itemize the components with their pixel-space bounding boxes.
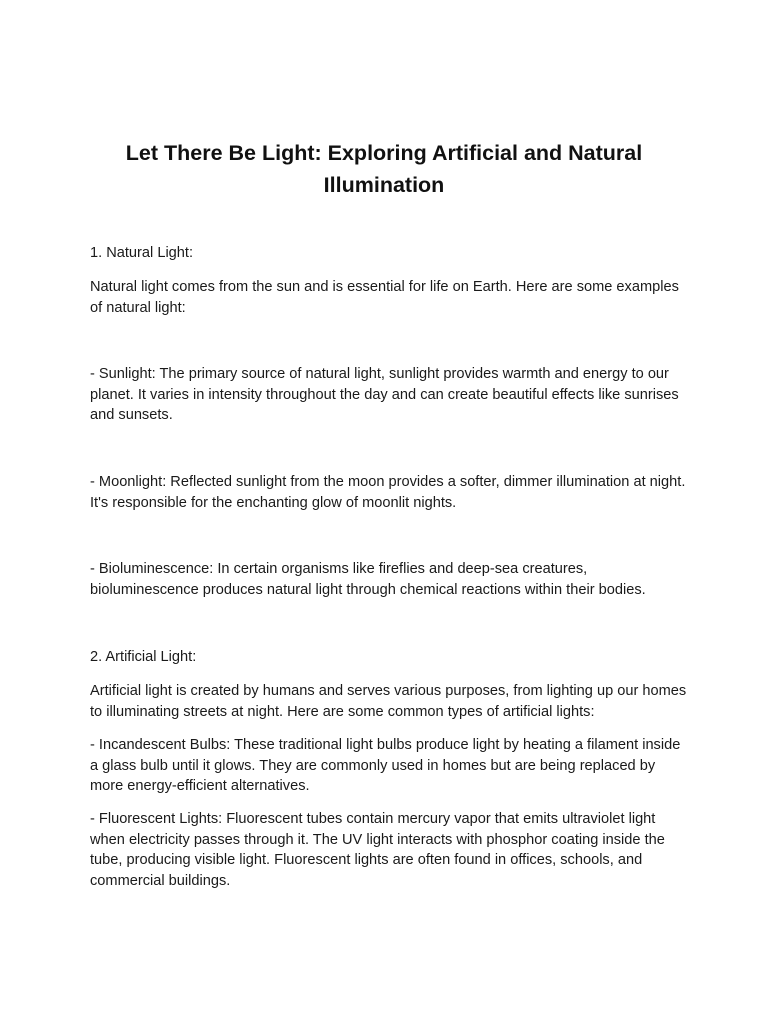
paragraph-natural-intro: Natural light comes from the sun and is essential for life on Earth. Here are some examples of natural light: [90,279,679,316]
paragraph-incandescent: - Incandescent Bulbs: These traditional light bulbs produce light by heating a filament inside a glass bulb until it glows. They are commonly used in homes but are being replaced by more energy-efficient alternatives. [90,737,681,794]
paragraph-sunlight: - Sunlight: The primary source of natural light, sunlight provides warmth and energy to our planet. It varies in intensity throughout the day and can create beautiful effects like sunrises and sunsets. [90,366,679,423]
section-heading-artificial-light: 2. Artificial Light: [90,649,197,665]
paragraph-moonlight: - Moonlight: Reflected sunlight from the moon provides a softer, dimmer illumination at night. It's responsible for the enchanting glow of moonlit nights. [90,474,686,511]
paragraph-artificial-intro: Artificial light is created by humans and serves various purposes, from lighting up our homes to illuminating streets at night. Here are some common types of artificial lights: [90,683,687,720]
document-title: Let There Be Light: Exploring Artificial and Natural Illumination [125,141,643,197]
paragraph-fluorescent: - Fluorescent Lights: Fluorescent tubes contain mercury vapor that emits ultraviolet light when electricity passes through it. The UV light interacts with phosphor coating inside the tube, producing visible light. Fluorescent lights are often found in offices, schools, and commercial buildings. [90,811,665,889]
section-heading-natural-light: 1. Natural Light: [90,245,194,261]
paragraph-bioluminescence: - Bioluminescence: In certain organisms like fireflies and deep-sea creatures, bioluminescence produces natural light through chemical reactions within their bodies. [90,561,646,598]
